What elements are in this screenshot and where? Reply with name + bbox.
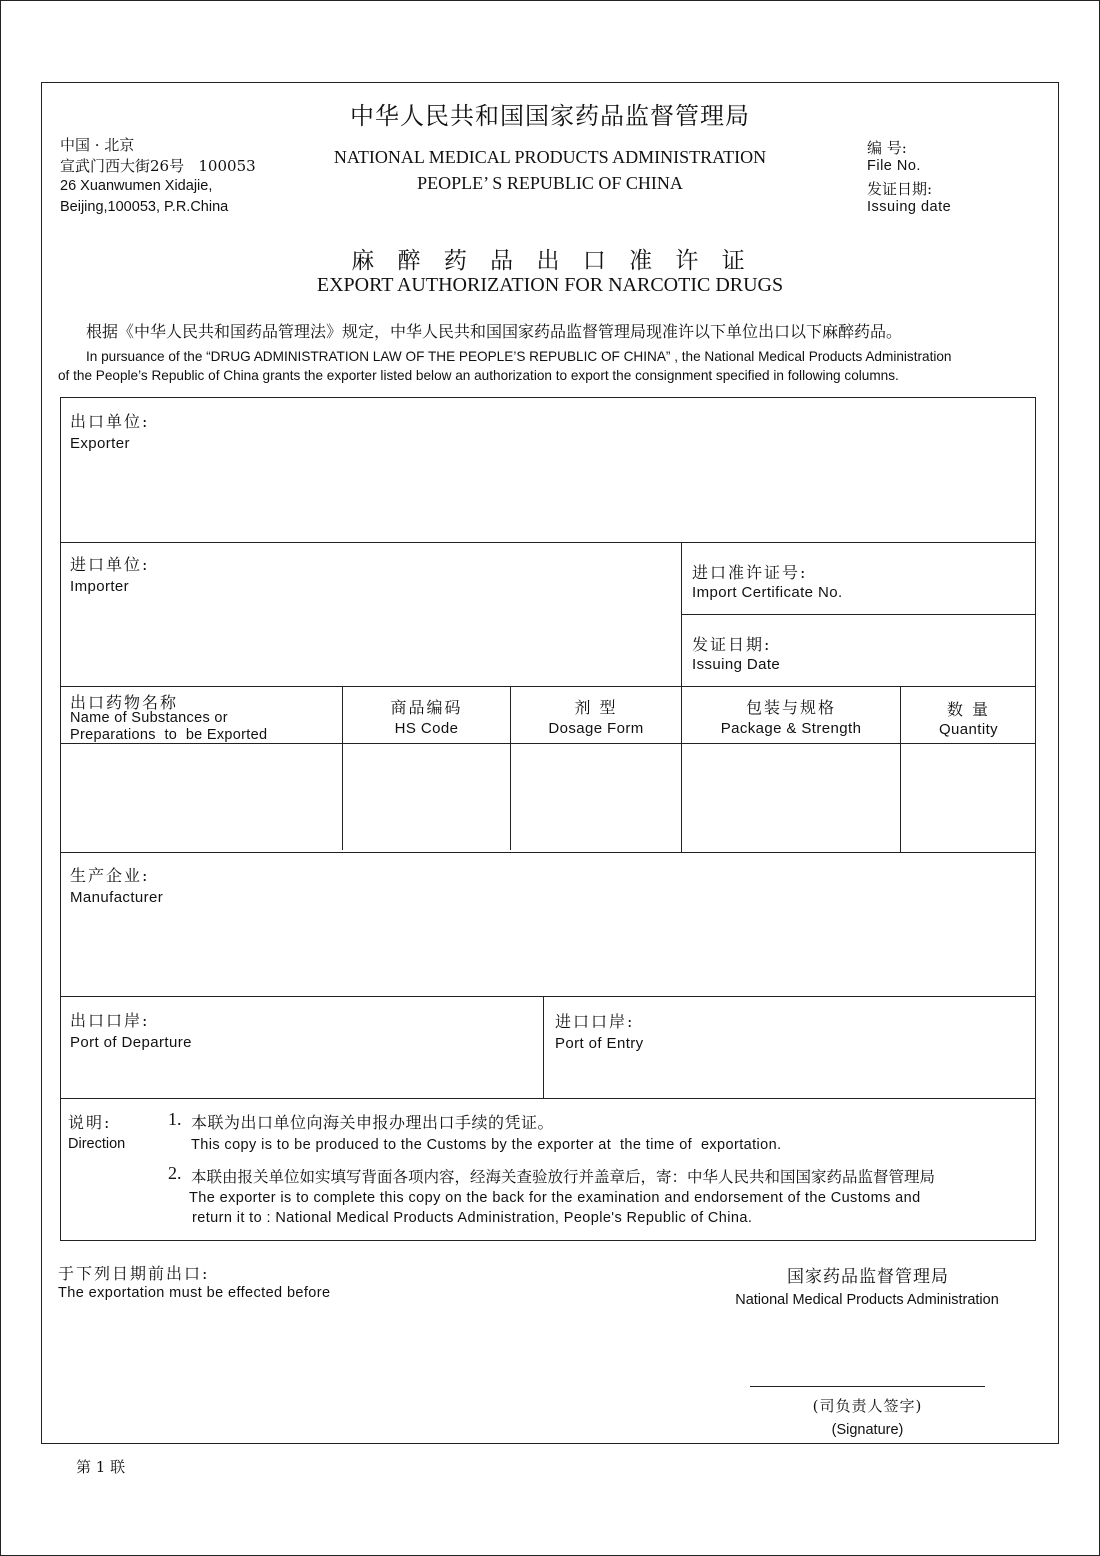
divider	[681, 614, 1036, 615]
address-city: 中国 · 北京	[60, 136, 135, 154]
port-entry-label-en: Port of Entry	[555, 1035, 644, 1052]
importer-field[interactable]	[70, 602, 670, 682]
import-cert-label-cn: 进口准许证号:	[692, 563, 808, 582]
import-issuing-date-label-cn: 发证日期:	[692, 635, 772, 654]
divider	[60, 542, 1036, 543]
preamble-cn: 根据《中华人民共和国药品管理法》规定，中华人民共和国国家药品监督管理局现准许以下单位出口以下麻醉药品。	[86, 322, 903, 341]
divider	[60, 686, 1036, 687]
cell-hs-code[interactable]	[345, 746, 508, 848]
importer-label-cn: 进口单位:	[70, 555, 150, 574]
col-package-cn: 包装与规格	[745, 698, 836, 717]
note-2-en-line2: return it to : National Medical Products Administration, People's Republic of China.	[192, 1210, 753, 1226]
manufacturer-label-en: Manufacturer	[70, 889, 164, 906]
col-substance-cn: 出口药物名称	[70, 693, 179, 712]
cell-substance[interactable]	[62, 746, 340, 848]
port-entry-label-cn: 进口口岸:	[555, 1012, 635, 1031]
authority-cn: 国家药品监督管理局	[787, 1267, 949, 1287]
cell-quantity[interactable]	[903, 746, 1034, 848]
note-1-number: 1.	[168, 1109, 182, 1129]
address-street-cn: 宣武门西大街26号 100053	[60, 157, 256, 175]
col-quantity-en: Quantity	[938, 721, 999, 738]
address-city-en: Beijing,100053, P.R.China	[60, 199, 229, 215]
preamble-en-line2: of the People’s Republic of China grants the exporter listed below an authorization to export the consignment specified in following columns.	[58, 368, 899, 383]
note-2-cn: 本联由报关单位如实填写背面各项内容，经海关查验放行并盖章后，寄：中华人民共和国国家药品监督管理局	[191, 1168, 936, 1186]
direction-label-en: Direction	[68, 1136, 126, 1152]
note-1-cn: 本联为出口单位向海关申报办理出口手续的凭证。	[191, 1113, 555, 1132]
manufacturer-field[interactable]	[70, 912, 1020, 992]
direction-label-cn: 说明:	[68, 1113, 112, 1132]
col-dosage-form-cn: 剂 型	[574, 698, 618, 717]
col-hs-code-en: HS Code	[394, 720, 459, 737]
import-issuing-date-label-en: Issuing Date	[692, 656, 781, 673]
col-hs-code-cn: 商品编码	[390, 698, 463, 717]
note-1-en: This copy is to be produced to the Customs by the exporter at the time of exportation.	[191, 1137, 782, 1153]
agency-title-en: NATIONAL MEDICAL PRODUCTS ADMINISTRATION	[333, 147, 767, 167]
port-departure-label-en: Port of Departure	[70, 1034, 192, 1051]
divider	[60, 852, 1036, 853]
exporter-field[interactable]	[70, 460, 1020, 536]
divider	[60, 1098, 1036, 1099]
exporter-label-en: Exporter	[70, 435, 130, 452]
deadline-label-cn: 于下列日期前出口:	[58, 1264, 210, 1283]
col-package-en: Package & Strength	[720, 720, 862, 737]
deadline-label-en: The exportation must be effected before	[58, 1285, 331, 1301]
agency-title-cn: 中华人民共和国国家药品监督管理局	[350, 102, 750, 130]
exporter-label-cn: 出口单位:	[70, 412, 150, 431]
issuing-date-label-cn: 发证日期:	[867, 180, 933, 198]
divider	[543, 996, 544, 1099]
document-title-cn: 麻 醉 药 品 出 口 准 许 证	[351, 248, 749, 274]
file-no-label-cn: 编 号:	[867, 139, 907, 157]
note-2-en-line1: The exporter is to complete this copy on the back for the examination and endorsement of the Customs and	[189, 1190, 921, 1206]
col-dosage-form-en: Dosage Form	[548, 720, 644, 737]
signature-label-cn: (司负责人签字)	[812, 1397, 923, 1415]
issuing-date-label-en: Issuing date	[867, 199, 952, 215]
note-2-number: 2.	[168, 1163, 182, 1183]
divider	[60, 996, 1036, 997]
signature-label-en: (Signature)	[831, 1422, 904, 1438]
signature-line	[750, 1386, 985, 1387]
authority-en: National Medical Products Administration	[735, 1292, 999, 1308]
cell-package[interactable]	[684, 746, 898, 848]
agency-country-en: PEOPLE’ S REPUBLIC OF CHINA	[417, 173, 683, 193]
preamble-en-line1: In pursuance of the “DRUG ADMINISTRATION LAW OF THE PEOPLE’S REPUBLIC OF CHINA” , the National Medical Products Administration	[86, 349, 952, 364]
document-title-en: EXPORT AUTHORIZATION FOR NARCOTIC DRUGS	[316, 274, 784, 296]
copy-number-label: 第 1 联	[76, 1458, 126, 1476]
col-substance-en: Name of Substances or Preparations to be Exported	[70, 710, 268, 743]
port-departure-label-cn: 出口口岸:	[70, 1011, 150, 1030]
cell-dosage-form[interactable]	[513, 746, 679, 848]
import-cert-label-en: Import Certificate No.	[692, 584, 843, 601]
col-quantity-cn: 数 量	[946, 700, 991, 719]
importer-label-en: Importer	[70, 578, 130, 595]
address-street-en: 26 Xuanwumen Xidajie,	[60, 178, 213, 194]
file-no-label-en: File No.	[867, 158, 921, 174]
manufacturer-label-cn: 生产企业:	[70, 866, 150, 885]
